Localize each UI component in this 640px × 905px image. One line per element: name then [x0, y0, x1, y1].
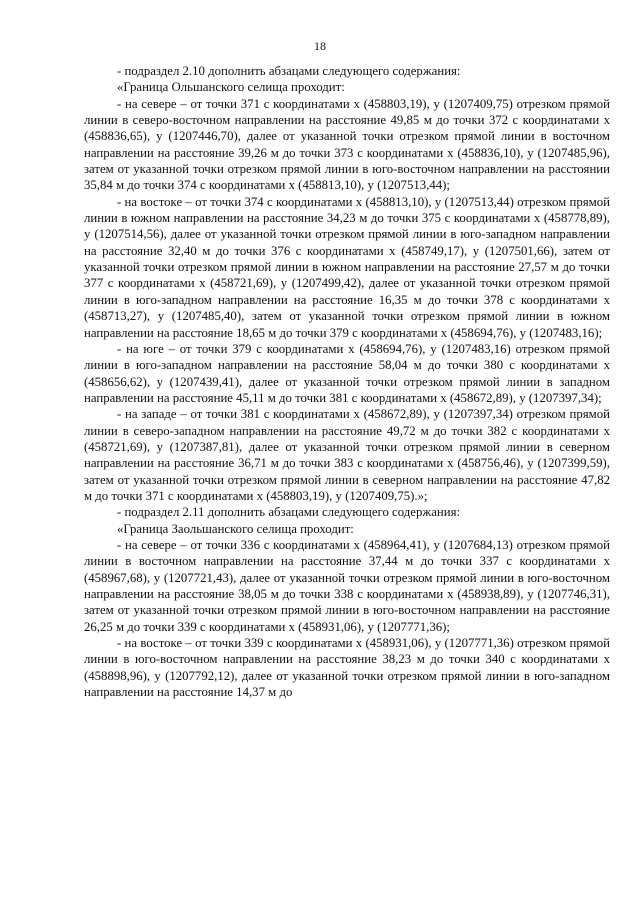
- document-body: [84, 63, 610, 700]
- paragraph-subsection-2-11-intro: - подраздел 2.11 дополнить абзацами следующего содержания:: [117, 505, 461, 520]
- page-number: 18: [314, 39, 326, 53]
- paragraph-zaolshanskoe-east: - на востоке – от точки 339 с координатами х (458931,06), у (1207771,36) отрезком прямой линии в юго-восточном направлении на расстояние 38,23 м до точки 340 с координатами х (458898,96), у (1207792,12), далее от указанной точки отрезком прямой линии в юго-западном направлении на расстояние 14,37 м до: [84, 636, 610, 700]
- paragraph-zaolshanskoe-heading: «Граница Заольшанского селища проходит:: [117, 521, 354, 536]
- paragraph-olshanskoe-west: - на западе – от точки 381 с координатами х (458672,89), у (1207397,34) отрезком прямой линии в северо-западном направлении на расстояние 49,72 м до точки 382 с координатами х (458721,69), у (1207387,81), далее от указанной точки отрезком прямой линии в северном направлении на расстояние 36,71 м до точки 383 с координатами х (458756,46), у (1207399,59), затем от указанной точки отрезком прямой линии в северном направлении на расстояние 47,82 м до точки 371 с координатами х (458803,19), у (1207409,75).»;: [84, 407, 610, 503]
- paragraph-zaolshanskoe-north: - на севере – от точки 336 с координатами х (458964,41), у (1207684,13) отрезком прямой линии в восточном направлении на расстояние 37,44 м до точки 337 с координатами х (458967,68), у (1207721,43), далее от указанной точки отрезком прямой линии в юго-восточном направлении на расстояние 38,05 м до точки 338 с координатами х (458938,89), у (1207746,31), затем от указанной точки отрезком прямой линии в юго-восточном направлении на расстояние 26,25 м до точки 339 с координатами х (458931,06), у (1207771,36);: [84, 537, 610, 634]
- paragraph-subsection-2-10-intro: - подраздел 2.10 дополнить абзацами следующего содержания:: [117, 64, 461, 78]
- paragraph-olshanskoe-south: - на юге – от точки 379 с координатами х (458694,76), у (1207483,16) отрезком прямой линии в юго-западном направлении на расстояние 58,04 м до точки 380 с координатами х (458656,62), у (1207439,41), далее от указанной точки отрезком прямой линии в западном направлении на расстояние 45,11 м до точки 381 с координатами х (458672,89), у (1207397,34);: [84, 341, 610, 405]
- paragraph-olshanskoe-north: - на севере – от точки 371 с координатами х (458803,19), у (1207409,75) отрезком прямой линии в северо-восточном направлении на расстояние 49,85 м до точки 372 с координатами х (458836,65), у (1207446,70), далее от указанной точки отрезком прямой линии в восточном направлении на расстояние 39,26 м до точки 373 с координатами х (458836,10), у (1207485,96), затем от указанной точки отрезком прямой линии в юго-восточном направлении на расстоянии 35,84 м до точки 374 с координатами х (458813,10), у (1207513,44);: [84, 96, 610, 193]
- paragraph-olshanskoe-heading: «Граница Ольшанского селища проходит:: [117, 80, 345, 95]
- paragraph-olshanskoe-east: - на востоке – от точки 374 с координатами х (458813,10), у (1207513,44) отрезком прямой линии в южном направлении на расстояние 34,23 м до точки 375 с координатами х (458778,89), у (1207514,56), далее от указанной точки отрезком прямой линии в юго-западном направлении на расстояние 32,40 м до точки 376 с координатами х (458749,17), у (1207501,66), затем от указанной точки отрезком прямой линии в южном направлении на расстояние 27,57 м до точки 377 с координатами х (458721,69), у (1207499,42), далее от указанной точки отрезком прямой линии в юго-западном направлении на расстояние 16,35 м до точки 378 с координатами х (458713,27), у (1207485,40), затем от указанной точки отрезком прямой линии в южном направлении на расстояние 18,65 м до точки 379 с координатами х (458694,76), у (1207483,16);: [84, 194, 610, 340]
